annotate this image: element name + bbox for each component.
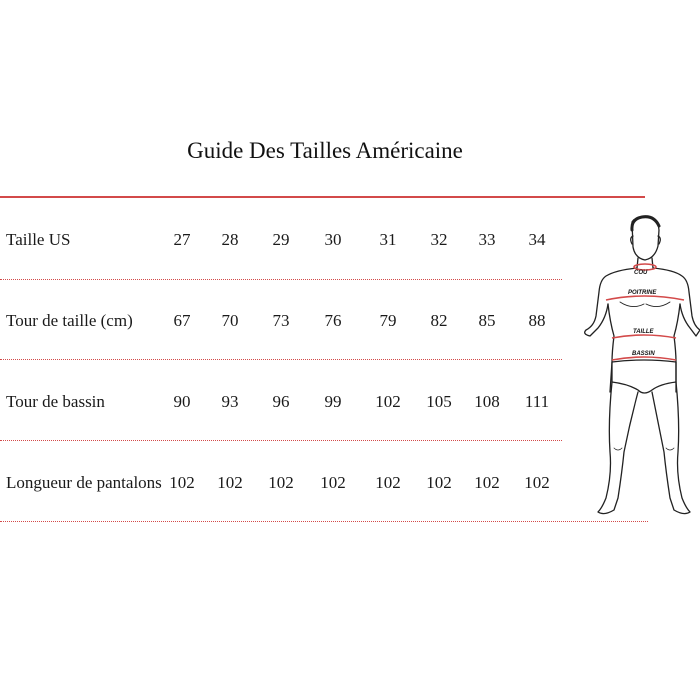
hair-shape — [632, 217, 659, 230]
table-cell: 82 — [430, 311, 448, 330]
table-row-tour-de-bassin — [0, 392, 620, 422]
table-cell: 30 — [324, 230, 342, 249]
row-divider — [0, 440, 562, 441]
waist-measure-line — [612, 335, 676, 338]
right-leg-shape — [652, 382, 690, 514]
row-label: Longueur de pantalons — [6, 473, 162, 492]
body-measurement-figure — [576, 212, 700, 522]
head-shape — [632, 217, 659, 260]
page-title: Guide Des Tailles Américaine — [187, 138, 463, 163]
table-cell: 102 — [524, 473, 550, 492]
table-cell: 70 — [221, 311, 239, 330]
table-cell: 85 — [478, 311, 496, 330]
table-cell: 102 — [474, 473, 500, 492]
table-cell: 34 — [528, 230, 546, 249]
table-cell: 102 — [426, 473, 452, 492]
table-cell: 79 — [379, 311, 397, 330]
chest-label: POITRINE — [628, 290, 657, 296]
row-label: Taille US — [6, 230, 71, 249]
row-divider — [0, 279, 562, 280]
table-cell: 102 — [169, 473, 195, 492]
table-cell: 102 — [217, 473, 243, 492]
table-row-longueur-de-pantalons — [0, 473, 620, 503]
table-cell: 31 — [379, 230, 397, 249]
table-row-tour-de-taille — [0, 311, 620, 341]
row-divider — [0, 359, 562, 360]
table-cell: 93 — [221, 392, 239, 411]
hips-label: BASSIN — [632, 351, 655, 357]
table-cell: 88 — [528, 311, 546, 330]
table-cell: 90 — [173, 392, 191, 411]
neck-label: COU — [634, 270, 648, 276]
waist-label: TAILLE — [633, 329, 654, 335]
table-cell: 32 — [430, 230, 448, 249]
title-divider — [0, 196, 645, 198]
table-cell: 29 — [272, 230, 290, 249]
chest-measure-line — [606, 296, 684, 300]
table-cell: 102 — [375, 392, 401, 411]
underwear-shape — [612, 360, 676, 393]
table-cell: 96 — [272, 392, 290, 411]
table-cell: 102 — [375, 473, 401, 492]
table-cell: 108 — [474, 392, 500, 411]
row-label: Tour de bassin — [6, 392, 105, 411]
table-cell: 76 — [324, 311, 342, 330]
row-label: Tour de taille (cm) — [6, 311, 133, 330]
table-cell: 99 — [324, 392, 342, 411]
right-torso-shape — [674, 304, 680, 392]
table-cell: 105 — [426, 392, 452, 411]
table-cell: 102 — [320, 473, 346, 492]
table-cell: 111 — [524, 392, 550, 411]
table-row-taille-us — [0, 230, 620, 260]
table-cell: 33 — [478, 230, 496, 249]
chest-shape — [620, 302, 670, 307]
table-cell: 67 — [173, 311, 191, 330]
knees-shape — [614, 448, 674, 450]
table-cell: 102 — [268, 473, 294, 492]
left-leg-shape — [598, 382, 638, 514]
table-cell: 28 — [221, 230, 239, 249]
table-cell: 27 — [173, 230, 191, 249]
row-divider — [0, 521, 648, 522]
left-torso-shape — [608, 304, 614, 392]
table-cell: 73 — [272, 311, 290, 330]
